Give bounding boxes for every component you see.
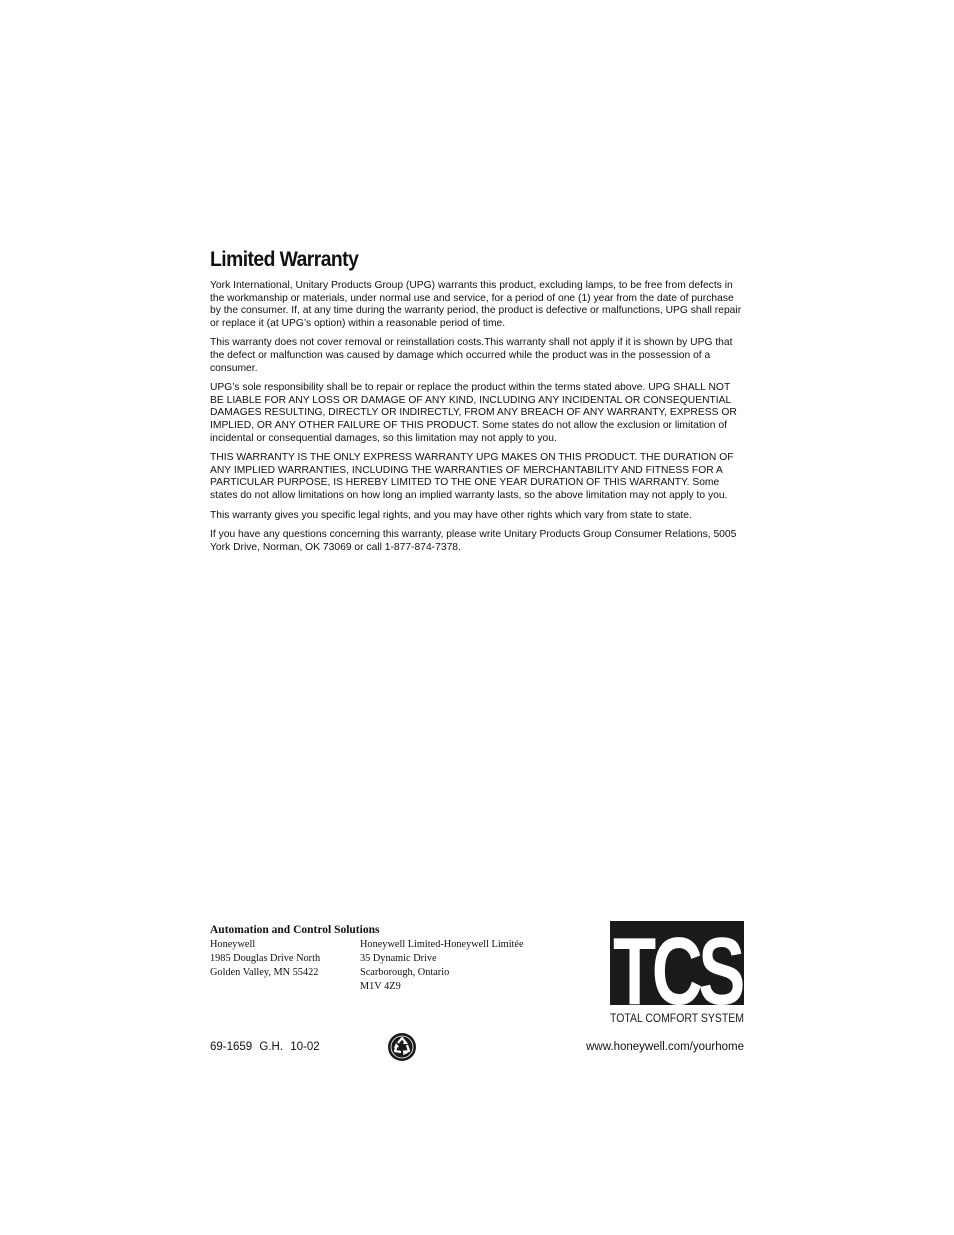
recycle-icon: [387, 1032, 417, 1062]
tcs-logo: [610, 921, 744, 1025]
company-info: [210, 923, 590, 994]
us-address-line: 1985 Douglas Drive North: [210, 953, 321, 964]
address-columns: [210, 938, 590, 994]
warranty-paragraph-rights: This warranty gives you specific legal rights, and you may have other rights which vary from state to state.: [210, 509, 692, 521]
warranty-paragraph-contact: If you have any questions concerning this warranty, please write Unitary Products Group Consumer Relations, 5005 York Drive, Norman, OK 73069 or call 1-877-874-7378.: [210, 529, 737, 553]
document-number: 69-1659 G.H. 10-02: [210, 1041, 320, 1053]
tcs-logo-graphic: [610, 921, 744, 1025]
warranty-section: [210, 246, 744, 561]
page-footer: [210, 1039, 744, 1057]
warranty-paragraph-coverage: York International, Unitary Products Group (UPG) warrants this product, excluding lamps, to be free from defects in the workmanship or materials, under normal use and service, for a period of one (1) year from the date of purchase by the consumer. If, at any time during the warranty period, the product is defective or malfunctions, UPG shall repair or replace it (at UPG’s option) within a reasonable period of time.: [210, 280, 742, 329]
warranty-paragraph-liability: UPG’s sole responsibility shall be to repair or replace the product within the terms stated above. UPG SHALL NOT BE LIABLE FOR ANY LOSS OR DAMAGE OF ANY KIND, INCLUDING ANY INCIDENTAL OR CONSEQUENTIAL DAMAGES RESULTING, DIRECTLY OR INDIRECTLY, FROM ANY BREACH OF ANY WARRANTY, EXPRESS OR IMPLIED, OR ANY OTHER FAILURE OF THIS PRODUCT. Some states do not allow the exclusion or limitation of incidental or consequential damages, so this limitation may not apply to you.: [210, 382, 737, 444]
us-address: [210, 938, 360, 994]
tcs-logo-tagline: TOTAL COMFORT SYSTEM: [610, 1013, 744, 1025]
canada-address: [360, 938, 580, 994]
warranty-paragraph-exclusions: This warranty does not cover removal or reinstallation costs.This warranty shall not apply if it is shown by UPG that the defect or malfunction was caused by damage which occurred while the product was in the possession of a consumer.: [210, 337, 733, 374]
canada-address-line: 35 Dynamic Drive: [360, 953, 437, 964]
warranty-title: Limited Warranty: [210, 248, 359, 271]
us-address-line: Golden Valley, MN 55422: [210, 967, 319, 978]
canada-address-line: M1V 4Z9: [360, 981, 401, 992]
canada-address-line: Scarborough, Ontario: [360, 967, 450, 978]
warranty-paragraph-implied: THIS WARRANTY IS THE ONLY EXPRESS WARRANTY UPG MAKES ON THIS PRODUCT. THE DURATION OF ANY IMPLIED WARRANTIES, INCLUDING THE WARRANTIES OF MERCHANTABILITY AND FITNESS FOR A PARTICULAR PURPOSE, IS HEREBY LIMITED TO THE ONE YEAR DURATION OF THIS WARRANTY. Some states do not allow limitations on how long an implied warranty lasts, so the above limitation may not apply to you.: [210, 452, 734, 501]
company-heading: Automation and Control Solutions: [210, 924, 380, 936]
website-link[interactable]: www.honeywell.com/yourhome: [586, 1041, 744, 1053]
canada-address-line: Honeywell Limited-Honeywell Limitée: [360, 939, 524, 950]
tcs-logo-letters: TCS: [613, 921, 744, 1025]
us-address-line: Honeywell: [210, 939, 256, 950]
